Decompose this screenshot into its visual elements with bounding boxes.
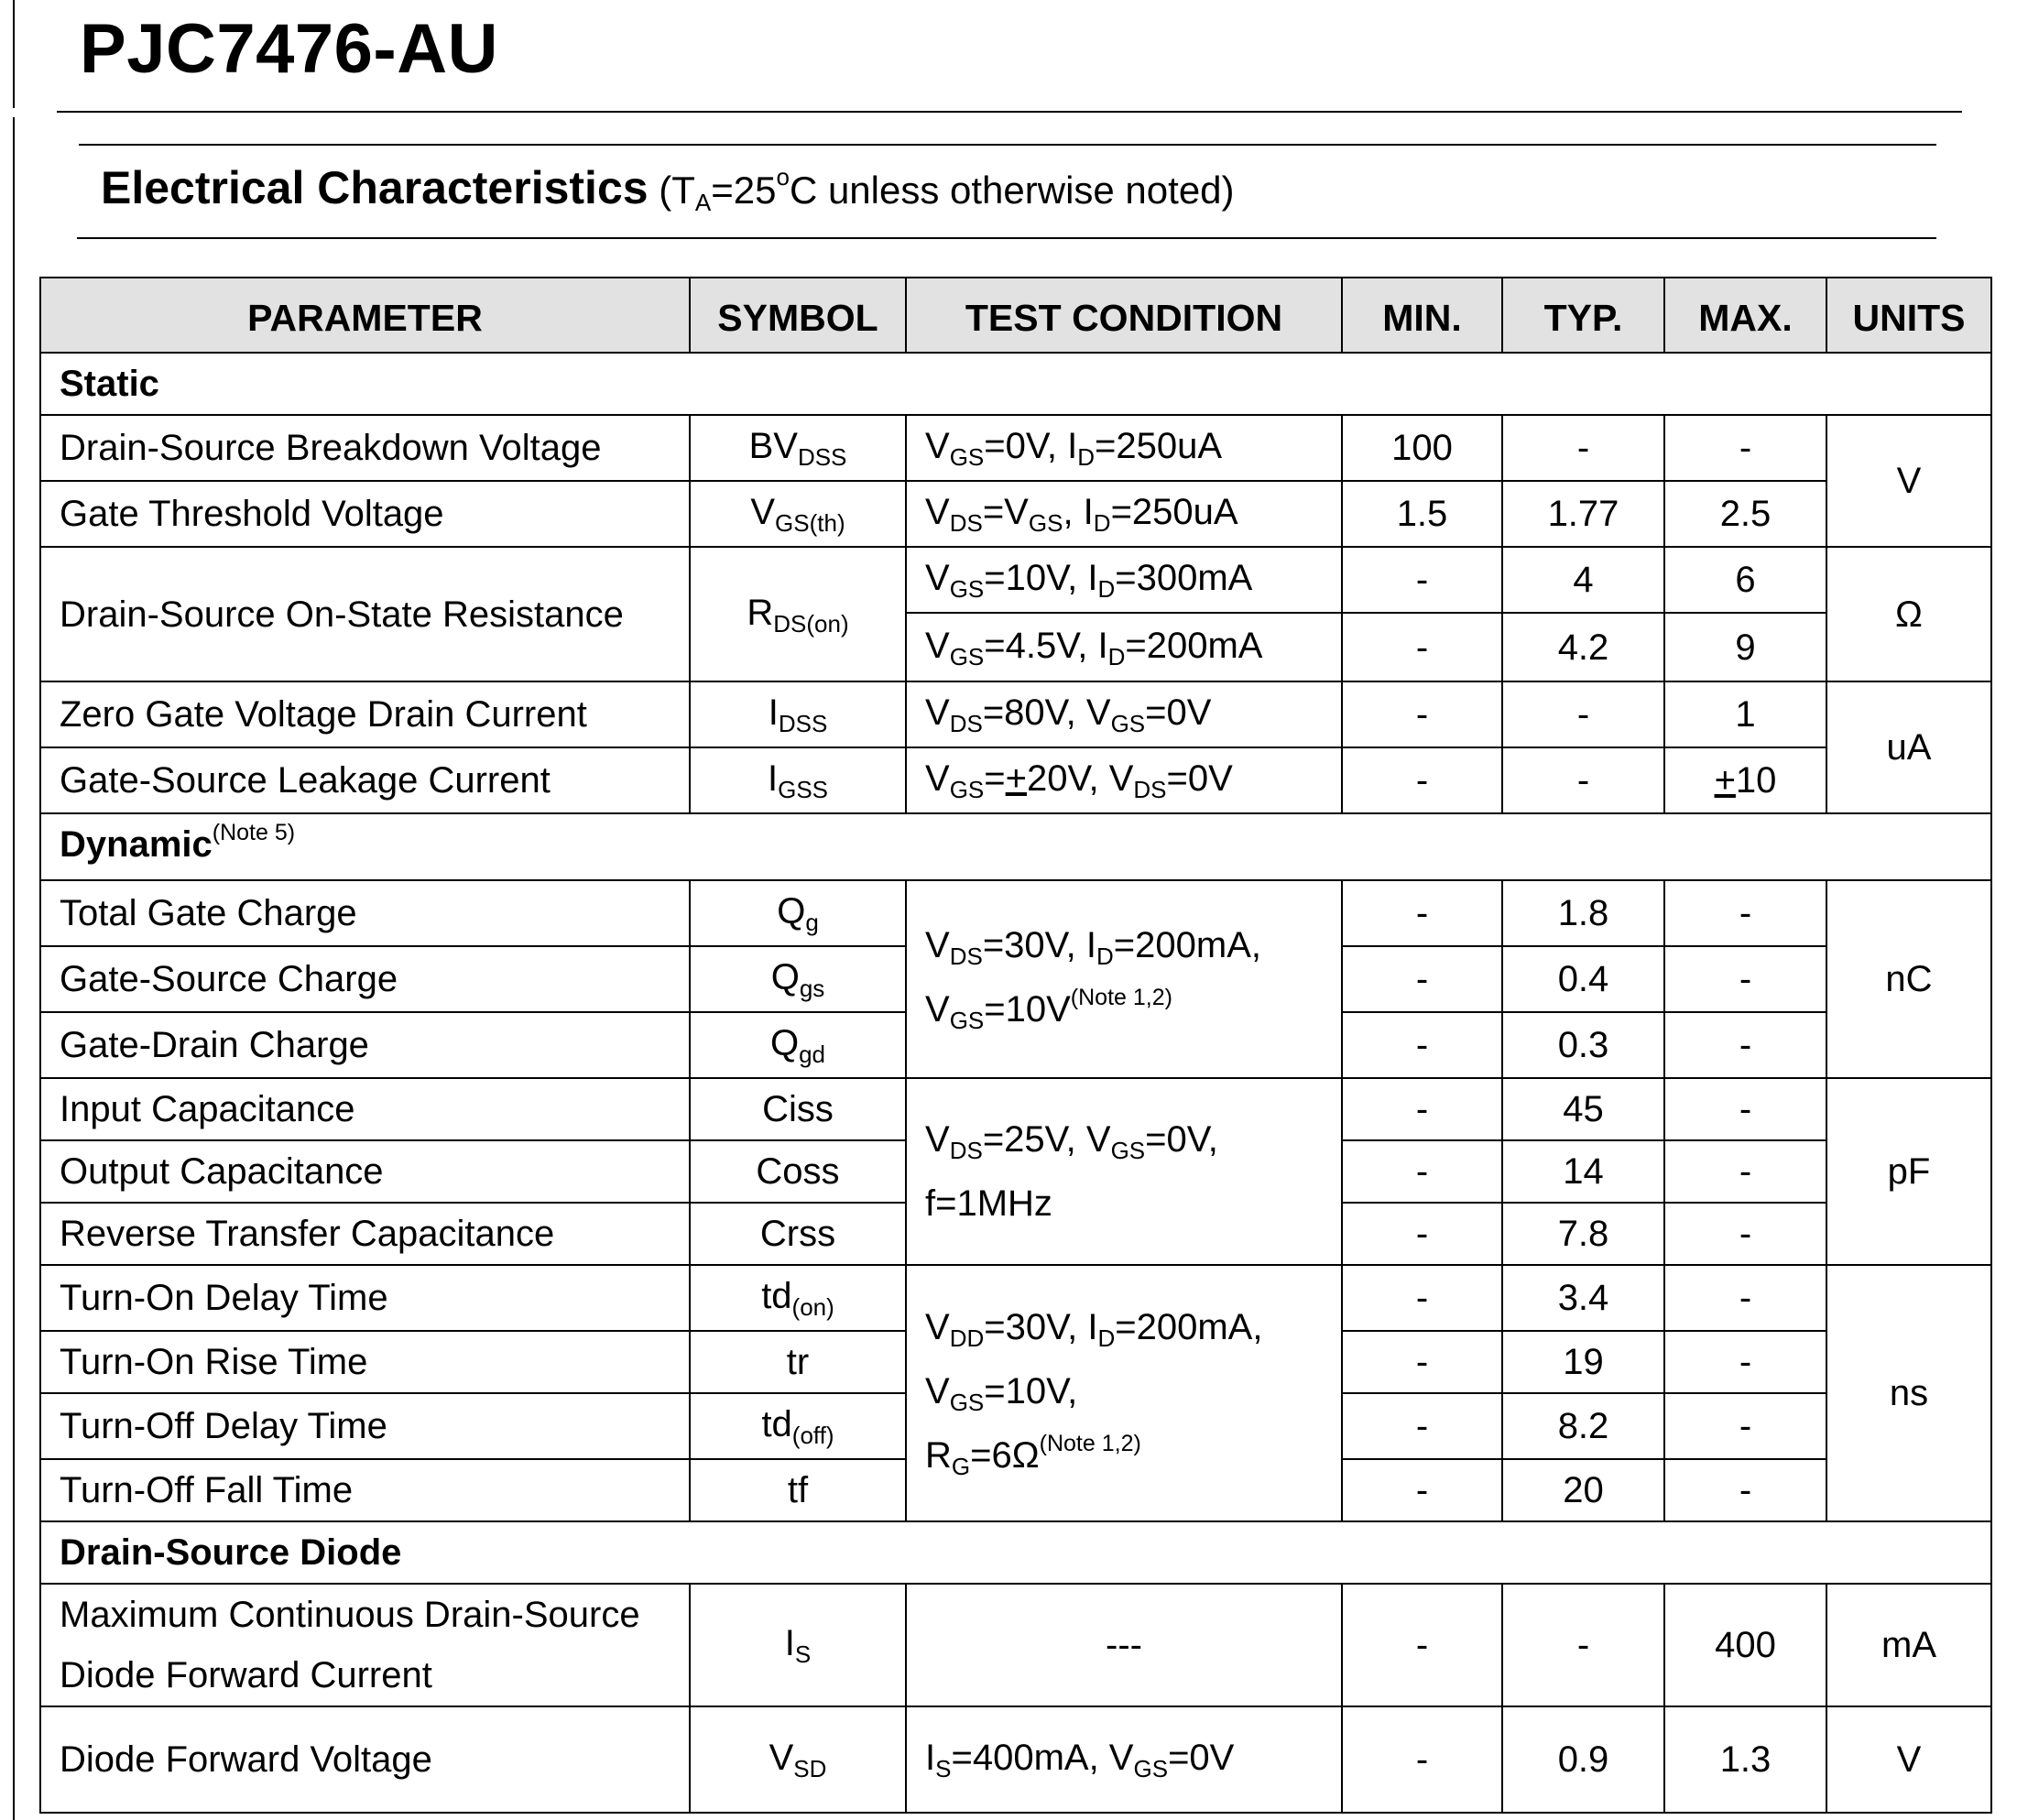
- symbol-tf: tf: [690, 1459, 906, 1521]
- unit-voltage: V: [1826, 415, 1991, 547]
- table-row: [40, 880, 1991, 946]
- typ-ciss: 45: [1502, 1078, 1664, 1140]
- min-rdson-a: -: [1342, 547, 1502, 613]
- header-typ: TYP.: [1502, 278, 1664, 353]
- condition-rdson-b: $V_{GS}=4.5V$, $I_D=200mA$: [906, 613, 1342, 681]
- symbol-crss: Crss: [690, 1203, 906, 1265]
- condition-idss: $V_{DS}=80V$, $V_{GS}=0V$: [906, 681, 1342, 747]
- symbol-vsd: $V_{SD}$: [690, 1706, 906, 1813]
- max-vsd: 1.3: [1664, 1706, 1826, 1813]
- min-coss: -: [1342, 1140, 1502, 1203]
- min-bvdss: 100: [1342, 415, 1502, 481]
- table-row: [40, 415, 1991, 481]
- section-bottom-rule: [77, 237, 1936, 239]
- symbol-qgs: $Q_{gs}$: [690, 946, 906, 1012]
- section-heading: Electrical Characteristics ($TA=25^oC$ unless otherwise noted): [101, 162, 1235, 216]
- typ-tdon: 3.4: [1502, 1265, 1664, 1331]
- typ-crss: 7.8: [1502, 1203, 1664, 1265]
- condition-vsd: $I_S=400mA$, $V_{GS}=0V$: [906, 1706, 1342, 1813]
- header-parameter: PARAMETER: [40, 278, 690, 353]
- min-tdoff: -: [1342, 1393, 1502, 1459]
- max-bvdss: -: [1664, 415, 1826, 481]
- unit-is: mA: [1826, 1584, 1991, 1706]
- group-label-diode: Drain-Source Diode: [40, 1521, 1991, 1584]
- max-tdon: -: [1664, 1265, 1826, 1331]
- symbol-qgd: $Q_{gd}$: [690, 1012, 906, 1078]
- section-title-text: Electrical Characteristics: [101, 162, 649, 213]
- part-number-title: PJC7476-AU: [80, 10, 498, 88]
- max-tr: -: [1664, 1331, 1826, 1393]
- param-rdson: Drain-Source On-State Resistance: [40, 547, 690, 681]
- param-tdoff: Turn-Off Delay Time: [40, 1393, 690, 1459]
- param-qg: Total Gate Charge: [40, 880, 690, 946]
- param-bvdss: Drain-Source Breakdown Voltage: [40, 415, 690, 481]
- typ-tdoff: 8.2: [1502, 1393, 1664, 1459]
- min-idss: -: [1342, 681, 1502, 747]
- condition-is: ---: [906, 1584, 1342, 1706]
- max-coss: -: [1664, 1140, 1826, 1203]
- group-row-static: [40, 353, 1991, 415]
- unit-resistance: Ω: [1826, 547, 1991, 681]
- symbol-idss: $I_{DSS}$: [690, 681, 906, 747]
- condition-vgsth: $V_{DS}=V_{GS}$, $I_D=250uA$: [906, 481, 1342, 547]
- typ-tr: 19: [1502, 1331, 1664, 1393]
- min-igss: -: [1342, 747, 1502, 813]
- table-header-row: [40, 278, 1991, 353]
- max-tdoff: -: [1664, 1393, 1826, 1459]
- max-qgs: -: [1664, 946, 1826, 1012]
- min-vsd: -: [1342, 1706, 1502, 1813]
- typ-tf: 20: [1502, 1459, 1664, 1521]
- table-row: [40, 1706, 1991, 1813]
- min-rdson-b: -: [1342, 613, 1502, 681]
- param-coss: Output Capacitance: [40, 1140, 690, 1203]
- table-row: [40, 1265, 1991, 1331]
- group-label-static: Static: [40, 353, 1991, 415]
- symbol-is: $I_S$: [690, 1584, 906, 1706]
- param-tr: Turn-On Rise Time: [40, 1331, 690, 1393]
- symbol-igss: $I_{GSS}$: [690, 747, 906, 813]
- param-qgd: Gate-Drain Charge: [40, 1012, 690, 1078]
- min-vgsth: 1.5: [1342, 481, 1502, 547]
- symbol-tdoff: $td_{(off)}$: [690, 1393, 906, 1459]
- group-label-dynamic: Dynamic$^{(Note 5)}$: [40, 813, 1991, 880]
- table-row: [40, 1078, 1991, 1140]
- min-qgs: -: [1342, 946, 1502, 1012]
- group-row-dynamic: [40, 813, 1991, 880]
- min-is: -: [1342, 1584, 1502, 1706]
- param-is: Maximum Continuous Drain-Source Diode Forward Current: [40, 1584, 690, 1706]
- table-row: [40, 547, 1991, 613]
- unit-vsd: V: [1826, 1706, 1991, 1813]
- section-top-rule: [79, 144, 1936, 146]
- max-qg: -: [1664, 880, 1826, 946]
- min-tdon: -: [1342, 1265, 1502, 1331]
- header-symbol: SYMBOL: [690, 278, 906, 353]
- left-edge-line-top: [13, 0, 15, 108]
- min-qgd: -: [1342, 1012, 1502, 1078]
- max-rdson-a: 6: [1664, 547, 1826, 613]
- symbol-bvdss: $BV_{DSS}$: [690, 415, 906, 481]
- typ-vgsth: 1.77: [1502, 481, 1664, 547]
- max-ciss: -: [1664, 1078, 1826, 1140]
- max-is: 400: [1664, 1584, 1826, 1706]
- unit-charge: nC: [1826, 880, 1991, 1078]
- unit-current: uA: [1826, 681, 1991, 813]
- table-row: [40, 481, 1991, 547]
- max-crss: -: [1664, 1203, 1826, 1265]
- symbol-ciss: Ciss: [690, 1078, 906, 1140]
- max-vgsth: 2.5: [1664, 481, 1826, 547]
- typ-qg: 1.8: [1502, 880, 1664, 946]
- param-crss: Reverse Transfer Capacitance: [40, 1203, 690, 1265]
- unit-capacitance: pF: [1826, 1078, 1991, 1265]
- min-ciss: -: [1342, 1078, 1502, 1140]
- typ-is: -: [1502, 1584, 1664, 1706]
- condition-switching: $V_{DD}=30V$, $I_D=200mA$, $V_{GS}=10V$, $R_G=6\Omega^{(Note 1,2)}$: [906, 1265, 1342, 1521]
- symbol-tr: tr: [690, 1331, 906, 1393]
- header-max: MAX.: [1664, 278, 1826, 353]
- electrical-characteristics-table: [39, 277, 1992, 1814]
- param-ciss: Input Capacitance: [40, 1078, 690, 1140]
- header-test-condition: TEST CONDITION: [906, 278, 1342, 353]
- min-tf: -: [1342, 1459, 1502, 1521]
- min-crss: -: [1342, 1203, 1502, 1265]
- header-units: UNITS: [1826, 278, 1991, 353]
- typ-qgs: 0.4: [1502, 946, 1664, 1012]
- typ-vsd: 0.9: [1502, 1706, 1664, 1813]
- typ-bvdss: -: [1502, 415, 1664, 481]
- param-vgsth: Gate Threshold Voltage: [40, 481, 690, 547]
- param-tdon: Turn-On Delay Time: [40, 1265, 690, 1331]
- condition-bvdss: $V_{GS}=0V$, $I_D=250uA$: [906, 415, 1342, 481]
- condition-gate-charge: $V_{DS}=30V$, $I_D=200mA$, $V_{GS}=10V^{(Note 1,2)}$: [906, 880, 1342, 1078]
- table-row: [40, 681, 1991, 747]
- symbol-qg: $Q_g$: [690, 880, 906, 946]
- condition-capacitance: $V_{DS}=25V$, $V_{GS}=0V$, f=1MHz: [906, 1078, 1342, 1265]
- symbol-rdson: $R_{DS(on)}$: [690, 547, 906, 681]
- typ-rdson-a: 4: [1502, 547, 1664, 613]
- min-qg: -: [1342, 880, 1502, 946]
- param-idss: Zero Gate Voltage Drain Current: [40, 681, 690, 747]
- condition-igss: $V_{GS}=+20V$, $V_{DS}=0V$: [906, 747, 1342, 813]
- left-edge-line-bottom: [13, 117, 15, 1820]
- table-row: [40, 1584, 1991, 1706]
- typ-igss: -: [1502, 747, 1664, 813]
- max-tf: -: [1664, 1459, 1826, 1521]
- typ-rdson-b: 4.2: [1502, 613, 1664, 681]
- max-rdson-b: 9: [1664, 613, 1826, 681]
- param-igss: Gate-Source Leakage Current: [40, 747, 690, 813]
- symbol-tdon: $td_{(on)}$: [690, 1265, 906, 1331]
- max-qgd: -: [1664, 1012, 1826, 1078]
- param-tf: Turn-Off Fall Time: [40, 1459, 690, 1521]
- min-tr: -: [1342, 1331, 1502, 1393]
- header-min: MIN.: [1342, 278, 1502, 353]
- param-vsd: Diode Forward Voltage: [40, 1706, 690, 1813]
- max-igss: +10: [1664, 747, 1826, 813]
- typ-idss: -: [1502, 681, 1664, 747]
- typ-qgd: 0.3: [1502, 1012, 1664, 1078]
- table-row: [40, 747, 1991, 813]
- unit-time: ns: [1826, 1265, 1991, 1521]
- typ-coss: 14: [1502, 1140, 1664, 1203]
- title-underline: [57, 111, 1962, 113]
- group-row-diode: [40, 1521, 1991, 1584]
- max-idss: 1: [1664, 681, 1826, 747]
- symbol-vgsth: $V_{GS(th)}$: [690, 481, 906, 547]
- condition-rdson-a: $V_{GS}=10V$, $I_D=300mA$: [906, 547, 1342, 613]
- symbol-coss: Coss: [690, 1140, 906, 1203]
- param-qgs: Gate-Source Charge: [40, 946, 690, 1012]
